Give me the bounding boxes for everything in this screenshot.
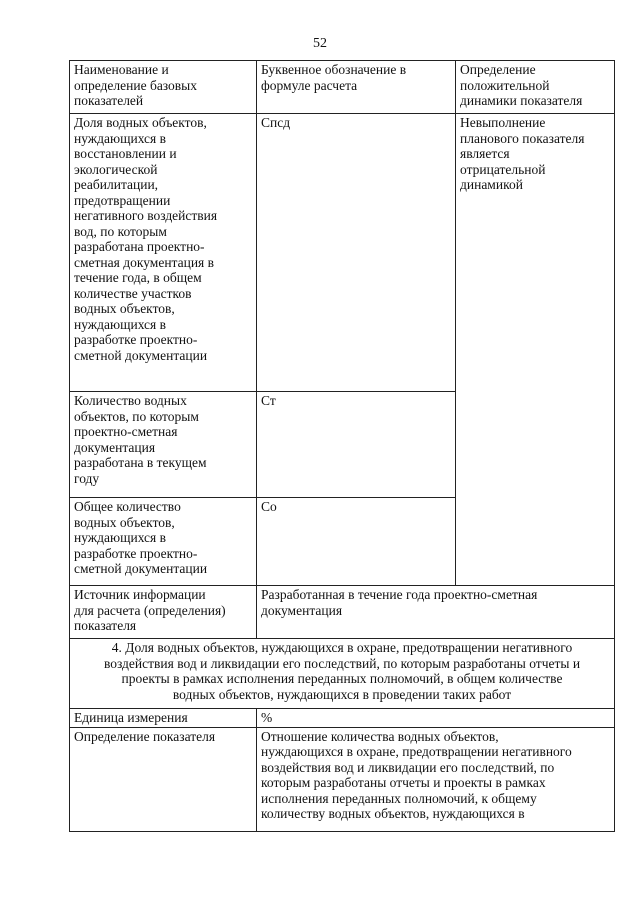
definition-value-cell bbox=[257, 727, 615, 831]
row-name-cell bbox=[70, 392, 257, 498]
row-symbol: Спсд bbox=[261, 115, 291, 130]
header-dynamics: Определение положительной динамики показателя bbox=[460, 62, 583, 108]
unit-row bbox=[70, 709, 615, 728]
row-name: Доля водных объектов, нуждающихся в восстановлении и экологической реабилитации, предотвращении негативного воздействия вод, по которым разработана проектно- сметная документация в течение года, в общем количестве участков водных объектов, нуждающихся в разработке проектно- сметной документации bbox=[74, 115, 218, 363]
header-name-cell bbox=[70, 61, 257, 114]
row-symbol-cell bbox=[257, 114, 456, 392]
definition-value: Отношение количества водных объектов, нуждающихся в охране, предотвращении негативного воздействия вод и ликвидации его последствий, по которым разработаны отчеты и проекты в рамках исполнения переданных полномочий, к общему количеству водных объектов, нуждающихся в bbox=[261, 728, 572, 821]
header-dynamics-cell bbox=[456, 61, 615, 114]
header-symbol-cell bbox=[257, 61, 456, 114]
unit-value-cell bbox=[257, 709, 615, 728]
table-header-row bbox=[70, 61, 615, 114]
row-name-cell bbox=[70, 498, 257, 586]
definition-label: Определение показателя bbox=[74, 728, 216, 744]
source-label-cell bbox=[70, 586, 257, 639]
row-name-cell bbox=[70, 114, 257, 392]
unit-label: Единица измерения bbox=[74, 710, 188, 725]
source-label: Источник информации для расчета (определения) показателя bbox=[74, 587, 226, 633]
row-symbol-cell bbox=[257, 392, 456, 498]
row-symbol: Со bbox=[261, 499, 277, 514]
source-value-cell bbox=[257, 586, 615, 639]
definition-label-cell bbox=[70, 727, 257, 831]
row-symbol: Ст bbox=[261, 393, 276, 408]
unit-value: % bbox=[261, 710, 273, 725]
unit-label-cell bbox=[70, 709, 257, 728]
header-symbol: Буквенное обозначение в формуле расчета bbox=[261, 62, 407, 93]
dynamics-text: Невыполнение планового показателя является отрицательной динамикой bbox=[460, 115, 585, 192]
row-name: Количество водных объектов, по которым проектно-сметная документация разработана в текущем году bbox=[74, 393, 207, 486]
dynamics-cell bbox=[456, 114, 615, 586]
source-value: Разработанная в течение года проектно-сметная документация bbox=[261, 587, 538, 618]
definition-row bbox=[70, 727, 615, 831]
section-title-row bbox=[70, 639, 615, 709]
section-title: 4. Доля водных объектов, нуждающихся в охране, предотвращении негативного воздействия вод и ликвидации его последствий, по которым разработаны отчеты и проекты в рамках исполнения переданных полномочий, в общем количестве водных объектов, нуждающихся в проведении таких работ bbox=[103, 640, 581, 702]
section-title-cell bbox=[70, 639, 615, 709]
row-symbol-cell bbox=[257, 498, 456, 586]
row-name: Общее количество водных объектов, нуждающихся в разработке проектно- сметной документации bbox=[74, 499, 208, 576]
header-name: Наименование и определение базовых показателей bbox=[74, 62, 198, 108]
source-row bbox=[70, 586, 615, 639]
indicator-table bbox=[69, 60, 615, 832]
page-number: 52 bbox=[313, 36, 327, 51]
table-row bbox=[70, 114, 615, 392]
